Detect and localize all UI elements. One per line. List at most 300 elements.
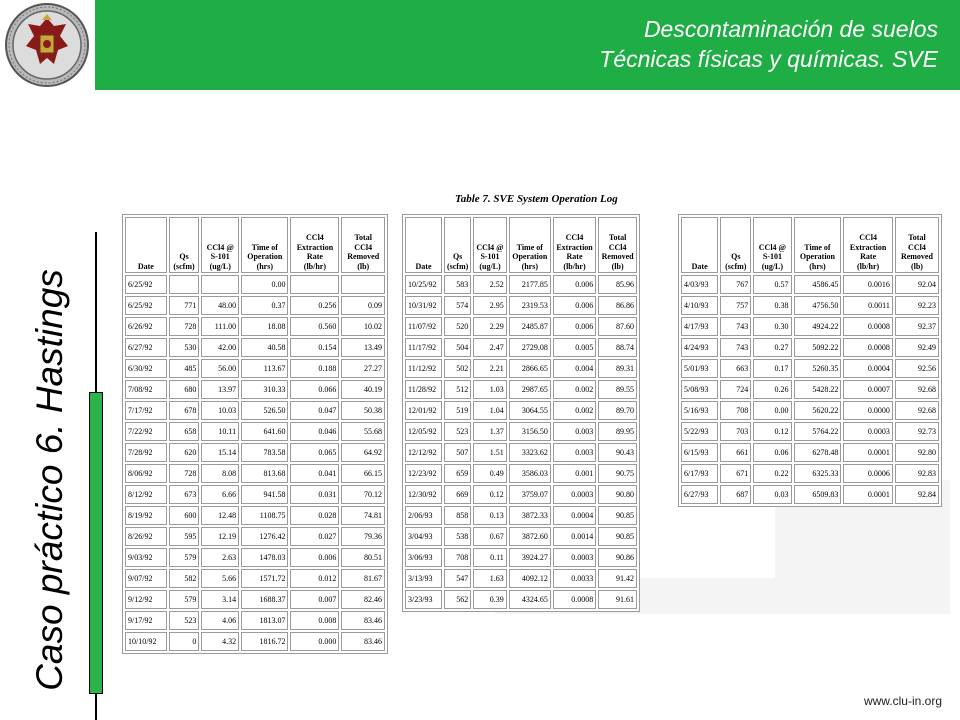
table-cell: 743	[720, 317, 751, 336]
table-cell: 0.0008	[553, 590, 596, 609]
table-cell: 80.51	[341, 548, 385, 567]
table-cell: 89.95	[598, 422, 637, 441]
table-cell: 582	[169, 569, 200, 588]
table-row	[681, 485, 939, 504]
table-cell: 0.0004	[843, 359, 893, 378]
header-rate	[843, 217, 893, 273]
table-cell: 3/04/93	[405, 527, 442, 546]
header-text: (lb/hr)	[303, 261, 327, 271]
table-cell: 4924.22	[794, 317, 842, 336]
table-cell: 523	[169, 611, 200, 630]
table-cell: 8.08	[201, 464, 239, 483]
table-cell: 0.37	[241, 296, 288, 315]
header-date	[681, 217, 718, 273]
table-cell: 86.86	[598, 296, 637, 315]
table-cell: 6/25/92	[125, 296, 167, 315]
table-cell: 6/30/92	[125, 359, 167, 378]
table-cell: 6325.33	[794, 464, 842, 483]
table-cell: 757	[720, 296, 751, 315]
header-text: CCl4	[608, 242, 627, 252]
table-row	[681, 275, 939, 294]
table-cell: 8/26/92	[125, 527, 167, 546]
table-cell: 6509.83	[794, 485, 842, 504]
header-text: Operation	[247, 252, 283, 261]
header-text: CCl4	[859, 233, 878, 242]
table-cell: 3872.60	[509, 527, 551, 546]
table-cell: 85.96	[598, 275, 637, 294]
table-cell: 0.041	[290, 464, 339, 483]
table-cell: 0.006	[553, 275, 596, 294]
table-cell: 526.50	[241, 401, 288, 420]
header-text: (scfm)	[173, 261, 195, 271]
table-cell: 0.0003	[843, 422, 893, 441]
header-text: Removed	[900, 252, 933, 261]
header-text: Time of	[804, 242, 831, 252]
table-cell: 83.46	[341, 611, 385, 630]
table-cell: 5.66	[201, 569, 239, 588]
table-row	[405, 317, 637, 336]
table-cell: 4/10/93	[681, 296, 718, 315]
table-cell: 579	[169, 590, 200, 609]
table-cell: 0.008	[290, 611, 339, 630]
table-row	[125, 464, 385, 483]
table-cell: 7/28/92	[125, 443, 167, 462]
table-cell: 2485.87	[509, 317, 551, 336]
table-cell: 0.09	[341, 296, 385, 315]
university-logo	[0, 0, 95, 90]
table-cell: 92.37	[895, 317, 939, 336]
table-cell: 6/27/93	[681, 485, 718, 504]
table-cell: 0.005	[553, 338, 596, 357]
table-cell: 0.17	[753, 359, 791, 378]
table-cell: 8/19/92	[125, 506, 167, 525]
table-cell: 12.48	[201, 506, 239, 525]
table-header-row	[681, 217, 939, 273]
table-cell: 6/17/93	[681, 464, 718, 483]
table-cell: 12/01/92	[405, 401, 442, 420]
table-cell: 0.00	[753, 401, 791, 420]
table-row	[681, 296, 939, 315]
header-text: Qs	[452, 252, 463, 261]
table-row	[405, 401, 637, 420]
table-cell: 0.004	[553, 359, 596, 378]
table-cell: 4/24/93	[681, 338, 718, 357]
table-cell: 11/07/92	[405, 317, 442, 336]
table-cell: 0.13	[473, 506, 507, 525]
table-cell: 92.84	[895, 485, 939, 504]
table-cell: 0.047	[290, 401, 339, 420]
table-cell: 2.47	[473, 338, 507, 357]
table-cell: 574	[444, 296, 471, 315]
table-cell: 12/05/92	[405, 422, 442, 441]
table-cell: 0.26	[753, 380, 791, 399]
table-cell: 0.0006	[843, 464, 893, 483]
header-text: Rate	[860, 252, 877, 261]
table-cell: 0.0001	[843, 485, 893, 504]
table-cell: 661	[720, 443, 751, 462]
table-cell: 771	[169, 296, 200, 315]
table-cell: 663	[720, 359, 751, 378]
header-text: Time of	[516, 242, 543, 252]
table-cell: 858	[444, 506, 471, 525]
header-text: S-101	[762, 252, 782, 261]
table-cell: 0.066	[290, 380, 339, 399]
table-cell: 520	[444, 317, 471, 336]
table-cell: 92.49	[895, 338, 939, 357]
header-text: S-101	[210, 252, 230, 261]
table-cell: 0.57	[753, 275, 791, 294]
table-cell: 0.30	[753, 317, 791, 336]
table-cell: 3924.27	[509, 548, 551, 567]
table-cell: 12/12/92	[405, 443, 442, 462]
table-cell: 10/25/92	[405, 275, 442, 294]
table-cell: 1816.72	[241, 632, 288, 651]
table-row	[125, 569, 385, 588]
table-cell: 9/12/92	[125, 590, 167, 609]
header-time	[509, 217, 551, 273]
header-text: CCl4	[306, 233, 324, 242]
table-cell: 0.006	[553, 317, 596, 336]
table-cell: 2.95	[473, 296, 507, 315]
table-cell: 728	[169, 464, 200, 483]
header-text: (lb)	[910, 261, 923, 271]
table-cell: 0.007	[290, 590, 339, 609]
table-cell: 502	[444, 359, 471, 378]
table-cell: 0.0008	[843, 317, 893, 336]
table-cell: 10/31/92	[405, 296, 442, 315]
table-row	[125, 632, 385, 651]
table-cell: 5/08/93	[681, 380, 718, 399]
header-text: Date	[137, 261, 154, 271]
table-cell: 0.560	[290, 317, 339, 336]
table-cell: 0.22	[753, 464, 791, 483]
header-text: Total	[354, 233, 372, 242]
header-text: CCl4	[908, 242, 926, 252]
table-cell: 0.0011	[843, 296, 893, 315]
table-cell: 678	[169, 401, 200, 420]
table-row	[125, 422, 385, 441]
header-text: Removed	[601, 252, 634, 261]
table-cell: 82.46	[341, 590, 385, 609]
header-total	[895, 217, 939, 273]
table-cell: 90.86	[598, 548, 637, 567]
table-cell: 1813.07	[241, 611, 288, 630]
header-title-line1: Descontaminación de suelos	[643, 16, 938, 42]
table-cell: 4/03/93	[681, 275, 718, 294]
table-cell: 0.154	[290, 338, 339, 357]
table-cell: 4324.65	[509, 590, 551, 609]
table-cell: 2987.65	[509, 380, 551, 399]
header-text: (ug/L)	[479, 261, 501, 271]
table-cell: 1478.03	[241, 548, 288, 567]
table-cell: 0	[169, 632, 200, 651]
table-row	[681, 380, 939, 399]
table-cell: 92.68	[895, 380, 939, 399]
table-cell: 3/13/93	[405, 569, 442, 588]
table-cell: 2.29	[473, 317, 507, 336]
table-cell: 6/15/93	[681, 443, 718, 462]
table-cell: 5260.35	[794, 359, 842, 378]
table-cell: 66.15	[341, 464, 385, 483]
table-cell: 12/23/92	[405, 464, 442, 483]
table-cell: 507	[444, 443, 471, 462]
table-cell: 83.46	[341, 632, 385, 651]
header-concentration	[201, 217, 239, 273]
header-text: (lb/hr)	[857, 261, 880, 271]
table-cell: 50.38	[341, 401, 385, 420]
table-cell: 708	[720, 401, 751, 420]
table-cell: 4.06	[201, 611, 239, 630]
header-text: (lb/hr)	[563, 261, 586, 271]
footer-url: www.clu-in.org	[863, 694, 942, 708]
header-text: Extraction	[849, 242, 887, 252]
table-cell: 1.51	[473, 443, 507, 462]
table-cell: 0.028	[290, 506, 339, 525]
table-cell: 767	[720, 275, 751, 294]
table-row	[681, 359, 939, 378]
operation-log-table-2	[402, 214, 640, 612]
table-cell: 504	[444, 338, 471, 357]
table-cell: 0.00	[241, 275, 288, 294]
table-cell: 530	[169, 338, 200, 357]
table-cell: 10.03	[201, 401, 239, 420]
table-cell: 0.27	[753, 338, 791, 357]
header-concentration	[473, 217, 507, 273]
header-text: Rate	[306, 252, 323, 261]
table-cell: 579	[169, 548, 200, 567]
table-cell: 42.00	[201, 338, 239, 357]
header-text: Date	[691, 261, 708, 271]
table-cell: 9/07/92	[125, 569, 167, 588]
table-cell: 0.0008	[843, 338, 893, 357]
table-cell: 0.0033	[553, 569, 596, 588]
table-row	[125, 527, 385, 546]
header-text: Operation	[799, 252, 835, 261]
table-row	[125, 485, 385, 504]
header-text: Total	[608, 233, 627, 242]
table-row	[681, 422, 939, 441]
header-text: (lb)	[611, 261, 624, 271]
table-cell: 673	[169, 485, 200, 504]
header-text: (hrs)	[256, 261, 274, 271]
table-cell: 687	[720, 485, 751, 504]
table-cell: 659	[444, 464, 471, 483]
table-cell: 0.012	[290, 569, 339, 588]
table-cell: 641.60	[241, 422, 288, 441]
table-cell: 743	[720, 338, 751, 357]
table-cell: 783.58	[241, 443, 288, 462]
table-cell: 2729.08	[509, 338, 551, 357]
table-cell: 6/27/92	[125, 338, 167, 357]
table-cell: 92.23	[895, 296, 939, 315]
table-cell: 5/22/93	[681, 422, 718, 441]
table-cell: 90.80	[598, 485, 637, 504]
table-row	[125, 338, 385, 357]
table-cell: 7/22/92	[125, 422, 167, 441]
table-cell: 512	[444, 380, 471, 399]
table-cell: 90.85	[598, 527, 637, 546]
table-cell: 0.03	[753, 485, 791, 504]
table-cell: 1108.75	[241, 506, 288, 525]
table-cell: 11/17/92	[405, 338, 442, 357]
table-row	[405, 359, 637, 378]
table-body	[681, 275, 939, 504]
table-cell: 5/16/93	[681, 401, 718, 420]
header-text: (ug/L)	[209, 261, 231, 271]
table-row	[405, 443, 637, 462]
table-cell: 671	[720, 464, 751, 483]
table-cell: 0.065	[290, 443, 339, 462]
header-text: Removed	[347, 252, 380, 261]
table-cell: 0.188	[290, 359, 339, 378]
table-cell: 724	[720, 380, 751, 399]
table-cell: 1.04	[473, 401, 507, 420]
table-cell: 5092.22	[794, 338, 842, 357]
table-cell: 583	[444, 275, 471, 294]
table-cell: 6/25/92	[125, 275, 167, 294]
table-cell: 547	[444, 569, 471, 588]
table-cell: 0.0000	[843, 401, 893, 420]
table-row	[681, 464, 939, 483]
table-row	[405, 422, 637, 441]
header-total	[341, 217, 385, 273]
header-text: (ug/L)	[761, 261, 784, 271]
table-cell: 2/06/93	[405, 506, 442, 525]
table-row	[405, 569, 637, 588]
table-row	[405, 296, 637, 315]
table-row	[405, 485, 637, 504]
table-row	[125, 590, 385, 609]
header-flow	[169, 217, 200, 273]
table-row	[681, 401, 939, 420]
table-cell: 40.19	[341, 380, 385, 399]
table-cell: 91.42	[598, 569, 637, 588]
header-time	[794, 217, 842, 273]
table-row	[125, 506, 385, 525]
table-cell: 523	[444, 422, 471, 441]
table-cell: 10.02	[341, 317, 385, 336]
table-cell: 0.006	[553, 296, 596, 315]
table-cell: 70.12	[341, 485, 385, 504]
table-cell: 0.046	[290, 422, 339, 441]
table-cell	[341, 275, 385, 294]
header-text: Rate	[566, 252, 583, 261]
table-cell: 111.00	[201, 317, 239, 336]
table-cell: 538	[444, 527, 471, 546]
header-flow	[720, 217, 751, 273]
table-cell: 4.32	[201, 632, 239, 651]
table-cell: 0.12	[473, 485, 507, 504]
table-cell: 3.14	[201, 590, 239, 609]
header-text: (hrs)	[809, 261, 826, 271]
table-cell: 2.52	[473, 275, 507, 294]
table-cell: 4/17/93	[681, 317, 718, 336]
table-cell: 48.00	[201, 296, 239, 315]
table-cell	[201, 275, 239, 294]
table-cell: 0.031	[290, 485, 339, 504]
table-cell: 3586.03	[509, 464, 551, 483]
header-text: (lb)	[357, 261, 370, 271]
table-cell: 92.04	[895, 275, 939, 294]
table-cell: 92.80	[895, 443, 939, 462]
table-cell: 12.19	[201, 527, 239, 546]
table-cell: 88.74	[598, 338, 637, 357]
table-cell: 562	[444, 590, 471, 609]
table-cell: 13.97	[201, 380, 239, 399]
header-text: Qs	[179, 252, 189, 261]
table-cell: 3/23/93	[405, 590, 442, 609]
table-cell: 0.0001	[843, 443, 893, 462]
table-cell: 0.001	[553, 464, 596, 483]
header-total	[598, 217, 637, 273]
table-cell: 10/10/92	[125, 632, 167, 651]
table-cell: 3064.55	[509, 401, 551, 420]
table-cell: 15.14	[201, 443, 239, 462]
table-caption: Table 7. SVE System Operation Log	[455, 193, 618, 205]
table-cell: 74.81	[341, 506, 385, 525]
header-date	[125, 217, 167, 273]
table-cell: 595	[169, 527, 200, 546]
table-row	[405, 275, 637, 294]
table-row	[405, 590, 637, 609]
table-cell	[169, 275, 200, 294]
header-text: Extraction	[556, 242, 593, 252]
header-text: (scfm)	[725, 261, 747, 271]
table-cell: 0.256	[290, 296, 339, 315]
table-cell: 0.0014	[553, 527, 596, 546]
table-cell: 0.000	[290, 632, 339, 651]
table-cell: 0.003	[553, 422, 596, 441]
header-bar	[0, 0, 960, 90]
side-accent-bar	[89, 392, 103, 694]
table-cell: 55.68	[341, 422, 385, 441]
table-cell: 89.70	[598, 401, 637, 420]
table-cell: 0.49	[473, 464, 507, 483]
side-divider-top	[95, 232, 97, 392]
table-cell: 40.58	[241, 338, 288, 357]
table-cell: 92.83	[895, 464, 939, 483]
side-title: Caso práctico 6. Hastings	[29, 269, 70, 691]
table-cell: 18.08	[241, 317, 288, 336]
table-row	[125, 443, 385, 462]
header-title	[599, 14, 938, 74]
table-body	[405, 275, 637, 609]
table-cell: 2.63	[201, 548, 239, 567]
table-header-row	[125, 217, 385, 273]
table-cell: 3/06/93	[405, 548, 442, 567]
table-cell: 8/06/92	[125, 464, 167, 483]
header-text: CCl4 @	[476, 242, 504, 252]
operation-log-table-3	[678, 214, 942, 507]
table-cell: 941.58	[241, 485, 288, 504]
table-cell: 9/17/92	[125, 611, 167, 630]
table-cell: 4586.45	[794, 275, 842, 294]
table-cell: 0.0007	[843, 380, 893, 399]
table-cell: 1.63	[473, 569, 507, 588]
table-cell: 0.11	[473, 548, 507, 567]
header-text: Operation	[512, 252, 548, 261]
table-cell: 3872.33	[509, 506, 551, 525]
table-row	[125, 548, 385, 567]
table-row	[125, 317, 385, 336]
header-time	[241, 217, 288, 273]
table-row	[125, 275, 385, 294]
header-text: (scfm)	[446, 261, 469, 271]
crest-icon	[2, 2, 92, 88]
header-text: Total	[908, 233, 926, 242]
table-cell: 0.003	[553, 443, 596, 462]
table-cell: 92.73	[895, 422, 939, 441]
